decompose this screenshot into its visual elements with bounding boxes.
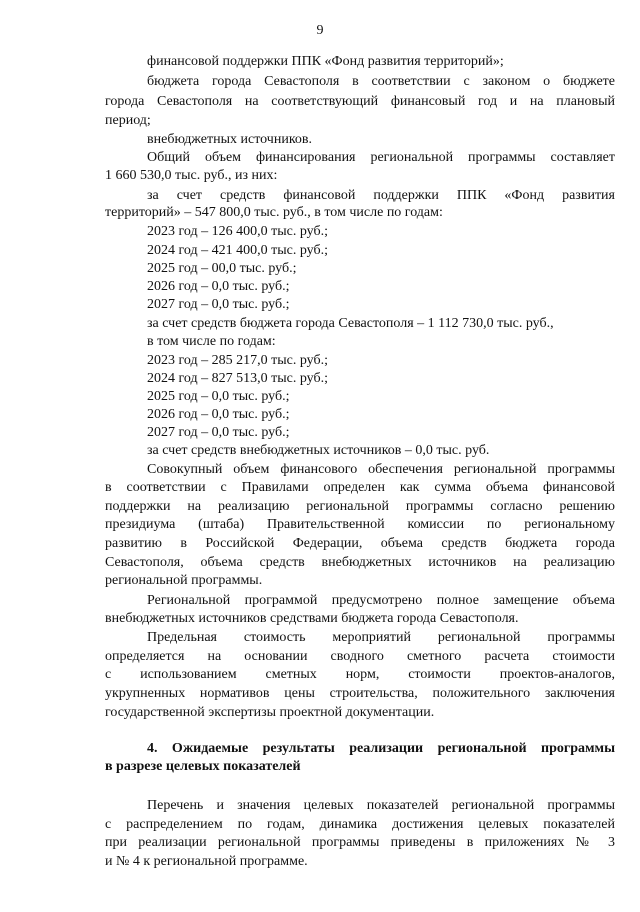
text-line: внебюджетных источников. <box>147 132 313 147</box>
page-number: 9 <box>316 23 324 38</box>
text-line: определяется на основании сводного сметного расчета стоимости <box>105 649 615 664</box>
text-line: период; <box>105 113 151 128</box>
text-line: Перечень и значения целевых показателей региональной программы <box>147 798 615 813</box>
text-line: в том числе по годам: <box>147 334 276 349</box>
text-line: с распределением по годам, динамика достижения целевых показателей <box>105 817 615 832</box>
text-line: и № 4 к региональной программе. <box>105 854 308 869</box>
text-line: при реализации региональной программы приведены в приложениях № 3 <box>105 835 615 850</box>
text-line: 2025 год – 0,0 тыс. руб.; <box>147 389 290 404</box>
text-line: за счет средств внебюджетных источников – 0,0 тыс. руб. <box>147 443 490 458</box>
text-line: 2023 год – 126 400,0 тыс. руб.; <box>147 224 328 239</box>
text-line: региональной программы. <box>105 573 263 588</box>
text-line: бюджета города Севастополя в соответствии с законом о бюджете <box>147 74 615 89</box>
section-heading: 4. Ожидаемые результаты реализации региональной программы <box>147 741 615 756</box>
text-line: 2027 год – 0,0 тыс. руб.; <box>147 425 290 440</box>
text-line: укрупненных нормативов цены строительства, положительного заключения <box>105 686 615 701</box>
text-line: Предельная стоимость мероприятий региональной программы <box>147 630 615 645</box>
text-line: за счет средств финансовой поддержки ППК «Фонд развития <box>147 188 615 203</box>
text-line: за счет средств бюджета города Севастополя – 1 112 730,0 тыс. руб., <box>147 316 554 331</box>
text-line: президиума (штаба) Правительственной комиссии по региональному <box>105 517 615 532</box>
text-line: внебюджетных источников средствами бюджета города Севастополя. <box>105 611 519 626</box>
text-line: с использованием сметных норм, стоимости проектов-аналогов, <box>105 667 615 682</box>
text-line: Региональной программой предусмотрено полное замещение объема <box>147 593 615 608</box>
text-line: Севастополя, объема средств внебюджетных источников на реализацию <box>105 555 615 570</box>
text-line: 1 660 530,0 тыс. руб., из них: <box>105 168 278 183</box>
text-line: 2024 год – 827 513,0 тыс. руб.; <box>147 371 328 386</box>
text-line: 2026 год – 0,0 тыс. руб.; <box>147 407 290 422</box>
text-line: 2023 год – 285 217,0 тыс. руб.; <box>147 353 328 368</box>
text-line: государственной экспертизы проектной документации. <box>105 705 435 720</box>
section-heading: в разрезе целевых показателей <box>105 759 301 774</box>
text-line: в соответствии с Правилами определен как сумма объема финансовой <box>105 480 615 495</box>
text-line: 2026 год – 0,0 тыс. руб.; <box>147 279 290 294</box>
text-line: финансовой поддержки ППК «Фонд развития территорий»; <box>147 54 504 69</box>
text-line: 2027 год – 0,0 тыс. руб.; <box>147 297 290 312</box>
text-line: Совокупный объем финансового обеспечения региональной программы <box>147 462 615 477</box>
text-line: 2024 год – 421 400,0 тыс. руб.; <box>147 243 328 258</box>
text-line: территорий» – 547 800,0 тыс. руб., в том числе по годам: <box>105 205 443 220</box>
text-line: Общий объем финансирования региональной программы составляет <box>147 150 615 165</box>
text-line: 2025 год – 00,0 тыс. руб.; <box>147 261 297 276</box>
text-line: поддержки на реализацию региональной программы согласно решению <box>105 499 615 514</box>
text-line: города Севастополя на соответствующий финансовый год и на плановый <box>105 94 615 109</box>
text-line: развитию в Российской Федерации, объема средств бюджета города <box>105 536 615 551</box>
